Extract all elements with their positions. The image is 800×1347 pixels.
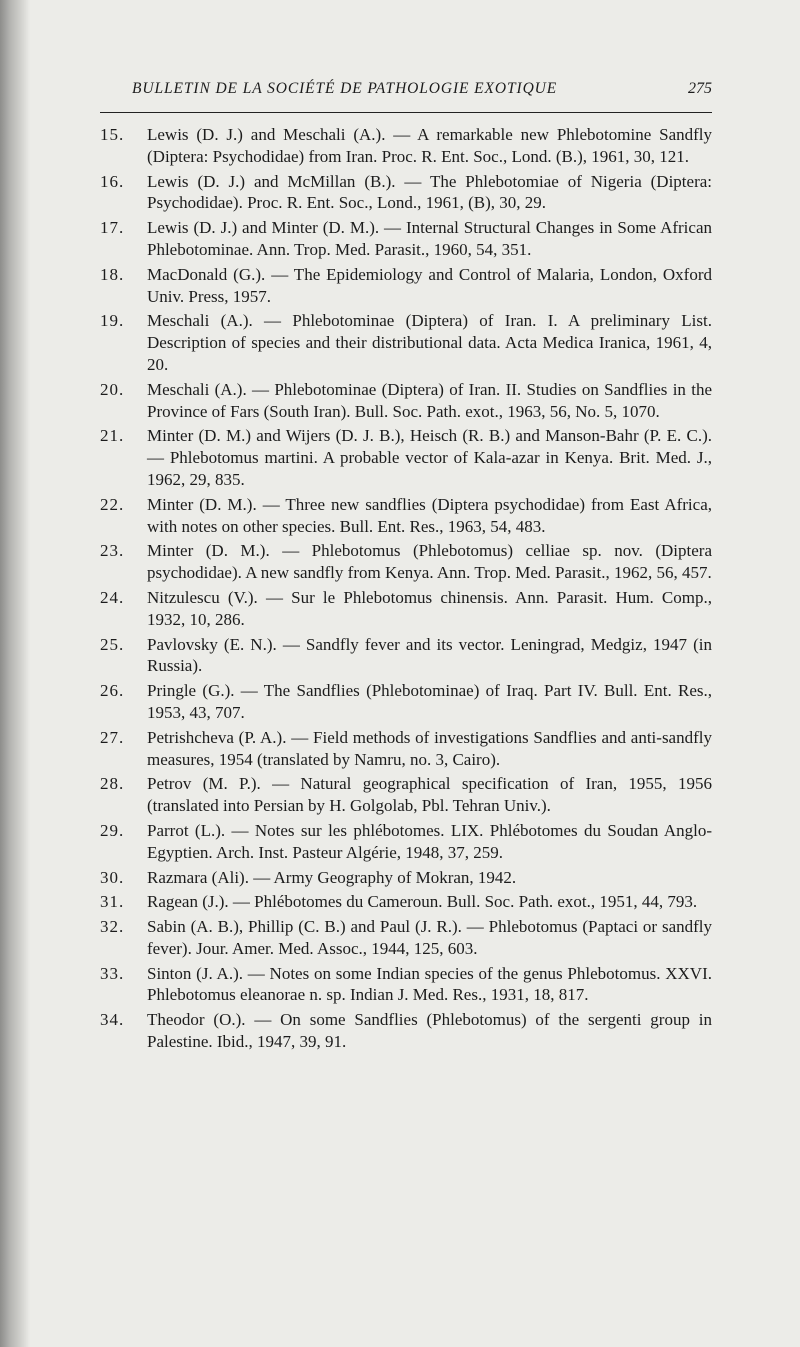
page-gutter-shadow: [0, 0, 30, 1347]
reference-item: [100, 867, 712, 889]
reference-item: [100, 587, 712, 631]
reference-number: 31.: [100, 892, 125, 912]
reference-text: Theodor (O.). — On some Sandflies (Phlebotomus) of the sergenti group in Palestine. Ibid., 1947, 39, 91.: [147, 1010, 712, 1052]
running-head: [100, 72, 712, 104]
reference-item: [100, 773, 712, 817]
reference-number: 26.: [100, 681, 125, 701]
reference-number: 27.: [100, 727, 125, 747]
reference-item: [100, 680, 712, 724]
reference-number: 17.: [100, 218, 125, 238]
reference-number: 29.: [100, 820, 125, 840]
reference-text: Meschali (A.). — Phlebotominae (Diptera) of Iran. II. Studies on Sandflies in the Province of Fars (South Iran). Bull. Soc. Path. exot., 1963, 56, No. 5, 1070.: [147, 379, 712, 421]
reference-number: 16.: [100, 171, 125, 191]
reference-number: 24.: [100, 587, 125, 607]
reference-number: 18.: [100, 264, 125, 284]
reference-item: [100, 494, 712, 538]
reference-item: [100, 310, 712, 375]
reference-item: [100, 124, 712, 168]
reference-item: [100, 916, 712, 960]
reference-number: 33.: [100, 963, 125, 983]
reference-text: Nitzulescu (V.). — Sur le Phlebotomus chinensis. Ann. Parasit. Hum. Comp., 1932, 10, 286.: [147, 587, 712, 629]
reference-item: [100, 264, 712, 308]
reference-number: 23.: [100, 541, 125, 561]
reference-text: Lewis (D. J.) and Minter (D. M.). — Internal Structural Changes in Some African Phlebotominae. Ann. Trop. Med. Parasit., 1960, 54, 351.: [147, 218, 712, 259]
reference-item: [100, 727, 712, 771]
reference-number: 30.: [100, 867, 125, 887]
reference-number: 19.: [100, 311, 125, 331]
page-number: 275: [688, 80, 712, 97]
reference-text: Lewis (D. J.) and Meschali (A.). — A remarkable new Phlebotomine Sandfly (Diptera: Psychodidae) from Iran. Proc. R. Ent. Soc., Lond. (B.), 1961, 30, 121.: [147, 125, 712, 166]
reference-item: [100, 963, 712, 1007]
reference-text: Petrishcheva (P. A.). — Field methods of investigations Sandflies and anti-sandfly measures, 1954 (translated by Namru, no. 3, Cairo).: [147, 727, 712, 769]
reference-text: Sinton (J. A.). — Notes on some Indian species of the genus Phlebotomus. XXVI. Phlebotomus eleanorae n. sp. Indian J. Med. Res., 1931, 18, 817.: [147, 963, 712, 1005]
reference-item: [100, 1009, 712, 1053]
reference-item: [100, 171, 712, 215]
document-page: [100, 72, 712, 1052]
reference-text: Razmara (Ali). — Army Geography of Mokran, 1942.: [147, 867, 517, 887]
reference-text: Sabin (A. B.), Phillip (C. B.) and Paul (J. R.). — Phlebotomus (Paptaci or sandfly fever). Jour. Amer. Med. Assoc., 1944, 125, 603.: [147, 917, 712, 958]
reference-number: 32.: [100, 917, 125, 937]
reference-number: 25.: [100, 634, 125, 654]
reference-text: Ragean (J.). — Phlébotomes du Cameroun. Bull. Soc. Path. exot., 1951, 44, 793.: [147, 892, 698, 912]
journal-title: BULLETIN DE LA SOCIÉTÉ DE PATHOLOGIE EXOTIQUE: [132, 80, 558, 97]
reference-number: 22.: [100, 494, 125, 514]
reference-text: Pavlovsky (E. N.). — Sandfly fever and its vector. Leningrad, Medgiz, 1947 (in Russia).: [147, 634, 712, 676]
reference-number: 34.: [100, 1010, 125, 1030]
reference-number: 21.: [100, 426, 125, 446]
header-rule: [100, 112, 712, 113]
reference-number: 20.: [100, 379, 125, 399]
reference-item: [100, 540, 712, 584]
reference-item: [100, 634, 712, 678]
reference-text: Minter (D. M.). — Phlebotomus (Phlebotomus) celliae sp. nov. (Diptera psychodidae). A new sandfly from Kenya. Ann. Trop. Med. Parasit., 1962, 56, 457.: [147, 541, 712, 583]
reference-text: Pringle (G.). — The Sandflies (Phlebotominae) of Iraq. Part IV. Bull. Ent. Res., 1953, 43, 707.: [147, 681, 712, 722]
reference-text: Minter (D. M.) and Wijers (D. J. B.), Heisch (R. B.) and Manson-Bahr (P. E. C.). — Phlebotomus martini. A probable vector of Kala-azar in Kenya. Brit. Med. J., 1962, 29, 835.: [147, 426, 712, 489]
reference-number: 28.: [100, 774, 125, 794]
reference-text: Minter (D. M.). — Three new sandflies (Diptera psychodidae) from East Africa, with notes on other species. Bull. Ent. Res., 1963, 54, 483.: [147, 494, 712, 536]
reference-text: Parrot (L.). — Notes sur les phlébotomes. LIX. Phlébotomes du Soudan Anglo-Egyptien. Arch. Inst. Pasteur Algérie, 1948, 37, 259.: [147, 820, 712, 862]
reference-text: Petrov (M. P.). — Natural geographical specification of Iran, 1955, 1956 (translated into Persian by H. Golgolab, Pbl. Tehran Univ.).: [147, 774, 712, 816]
reference-item: [100, 820, 712, 864]
reference-text: Lewis (D. J.) and McMillan (B.). — The Phlebotomiae of Nigeria (Diptera: Psychodidae). Proc. R. Ent. Soc., Lond., 1961, (B), 30, 29.: [147, 171, 712, 213]
reference-item: [100, 217, 712, 261]
reference-text: Meschali (A.). — Phlebotominae (Diptera) of Iran. I. A preliminary List. Description of species and their distributional data. Acta Medica Iranica, 1961, 4, 20.: [147, 311, 712, 374]
reference-item: [100, 379, 712, 423]
reference-item: [100, 425, 712, 490]
reference-item: [100, 891, 712, 913]
reference-list: [100, 124, 712, 1056]
reference-number: 15.: [100, 125, 125, 144]
reference-text: MacDonald (G.). — The Epidemiology and Control of Malaria, London, Oxford Univ. Press, 1957.: [147, 264, 712, 306]
